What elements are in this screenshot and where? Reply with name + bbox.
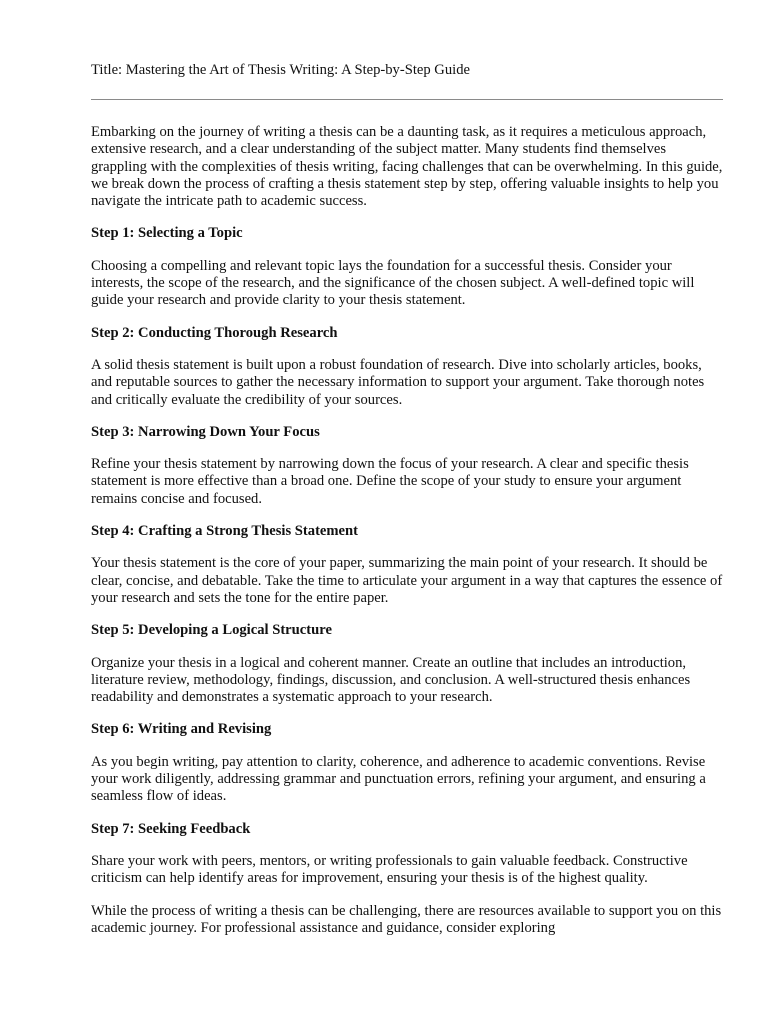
step-section-3 [91,424,723,508]
step-heading: Step 2: Conducting Thorough Research [91,324,338,341]
step-paragraph: Your thesis statement is the core of your paper, summarizing the main point of your research. It should be clear, concise, and debatable. Take the time to articulate your argument in a way that captures the essence of your research and sets the tone for the entire paper. [91,555,723,606]
step-section-2 [91,325,723,409]
step-heading: Step 6: Writing and Revising [91,721,272,738]
intro-paragraph: Embarking on the journey of writing a thesis can be a daunting task, as it requires a meticulous approach, extensive research, and a clear understanding of the subject matter. Many students find themselves grappling with the complexities of thesis writing, facing challenges that can be overwhelming. In this guide, we break down the process of crafting a thesis statement step by step, offering valuable insights to help you navigate the intricate path to academic success. [91,124,723,210]
step-section-7 [91,821,723,888]
closing-paragraph: While the process of writing a thesis can be challenging, there are resources available to support you on this academic journey. For professional assistance and guidance, consider exploring [91,902,722,936]
step-section-5 [91,622,723,706]
step-paragraph: Choosing a compelling and relevant topic lays the foundation for a successful thesis. Consider your interests, the scope of the research, and the significance of the chosen subject. A well-defined topic will guide your research and provide clarity to your thesis statement. [91,257,695,309]
step-section-1 [91,225,723,309]
step-heading: Step 7: Seeking Feedback [91,820,251,837]
step-paragraph: Share your work with peers, mentors, or writing professionals to gain valuable feedback. Constructive criticism can help identify areas for improvement, ensuring your thesis is of the highest quality. [91,852,688,887]
step-paragraph: A solid thesis statement is built upon a robust foundation of research. Dive into scholarly articles, books, and reputable sources to gather the necessary information to support your argument. Take thorough notes and critically evaluate the credibility of your sources. [91,356,705,408]
title-divider [91,99,723,100]
step-heading: Step 4: Crafting a Strong Thesis Statement [91,523,359,540]
step-paragraph: Organize your thesis in a logical and coherent manner. Create an outline that includes an introduction, literature review, methodology, findings, discussion, and conclusion. A well-structured thesis enhances readability and demonstrates a systematic approach to your research. [91,654,691,706]
document-title: Title: Mastering the Art of Thesis Writing: A Step-by-Step Guide [91,62,470,78]
step-section-4 [91,523,723,607]
document-page [91,60,723,937]
step-heading: Step 5: Developing a Logical Structure [91,622,332,639]
step-paragraph: As you begin writing, pay attention to clarity, coherence, and adherence to academic conventions. Revise your work diligently, addressing grammar and punctuation errors, refining your argument, and ensuring a seamless flow of ideas. [91,753,706,805]
step-heading: Step 3: Narrowing Down Your Focus [91,423,320,440]
step-section-6 [91,721,723,805]
step-paragraph: Refine your thesis statement by narrowing down the focus of your research. A clear and specific thesis statement is more effective than a broad one. Define the scope of your study to ensure your argument remains concise and focused. [91,456,689,507]
step-heading: Step 1: Selecting a Topic [91,225,243,242]
